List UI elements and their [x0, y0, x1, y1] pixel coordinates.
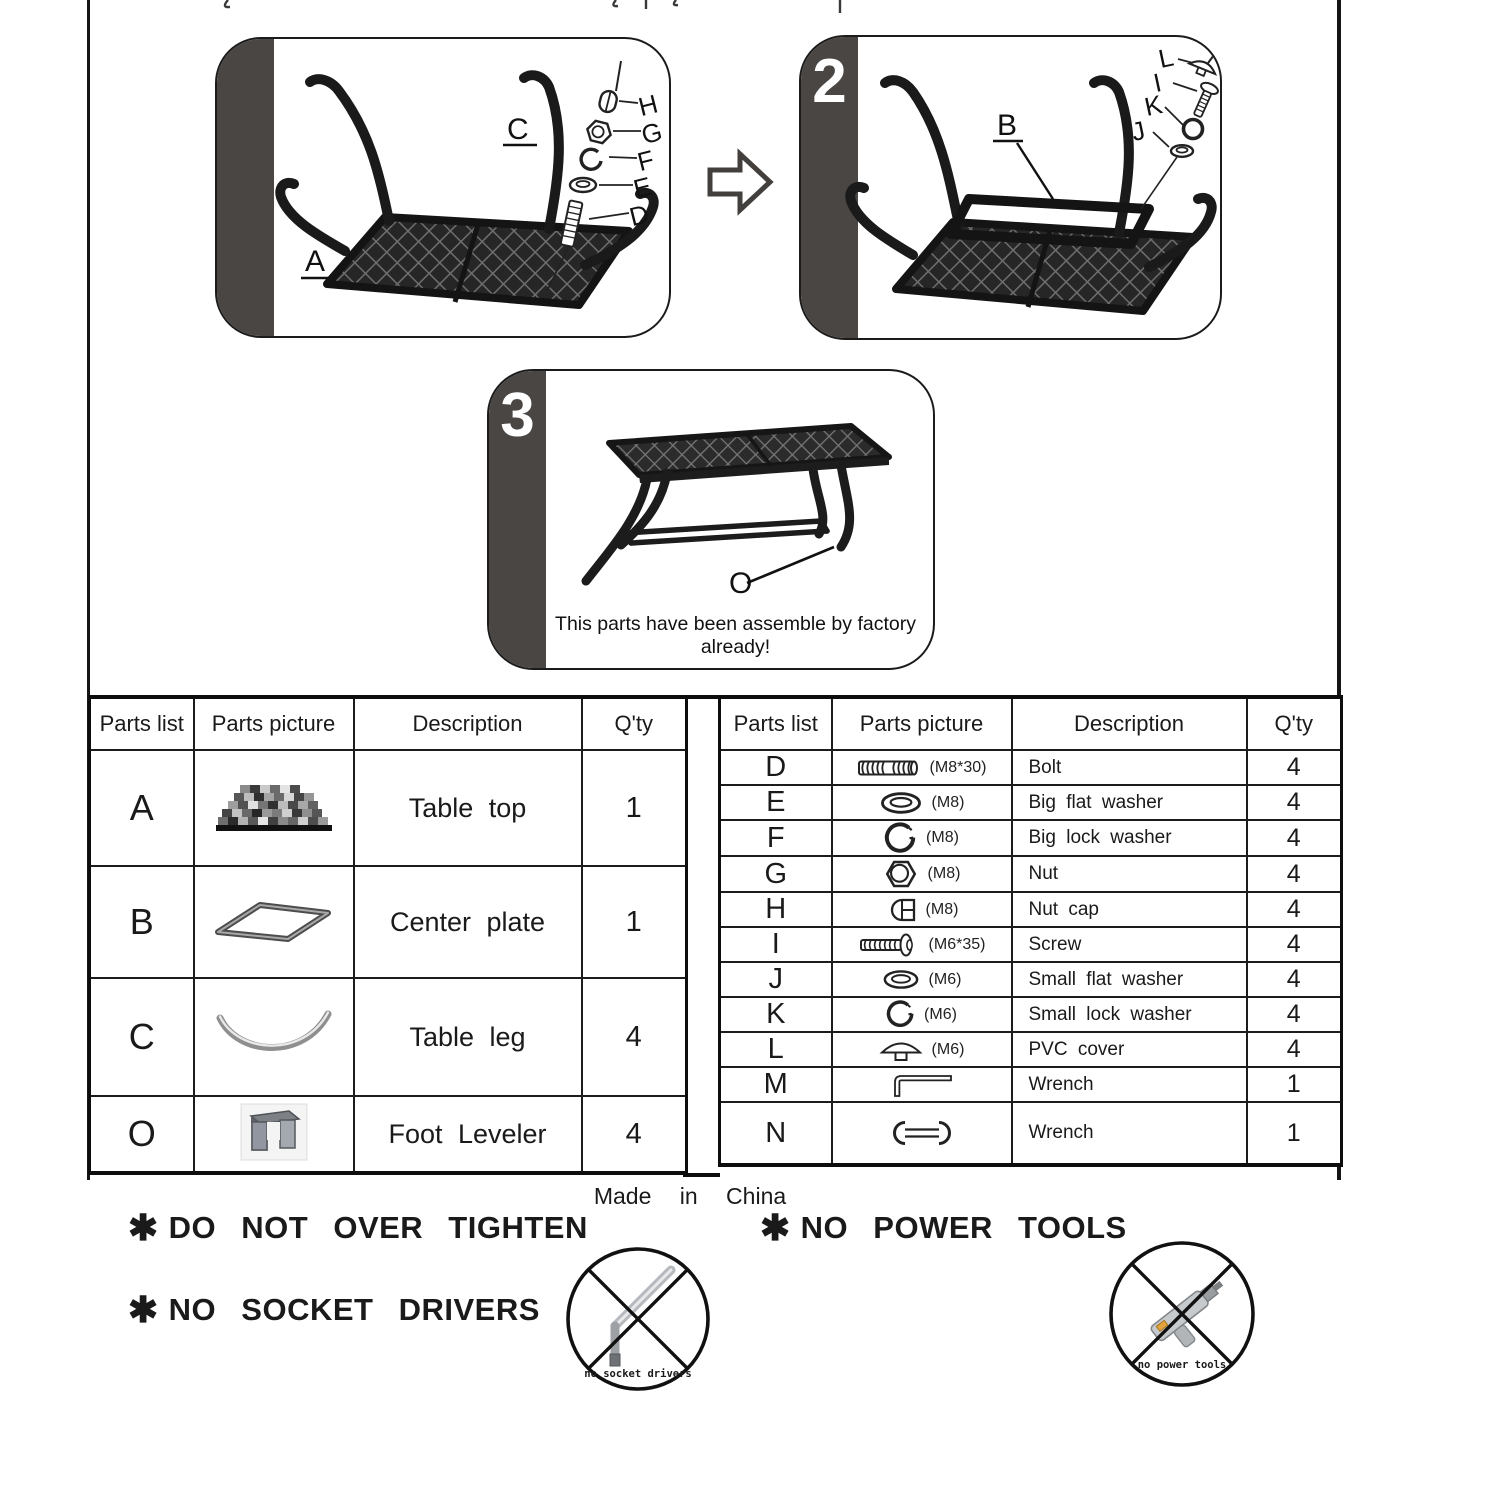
- table-top-border-bridge: [683, 695, 720, 699]
- warning-text: NO POWER TOOLS: [800, 1210, 1127, 1245]
- power-drill-drawing: [1150, 1276, 1240, 1358]
- part-size: (M8*30): [929, 758, 987, 776]
- part-size: (M6*35): [928, 935, 986, 953]
- part-letter: D: [720, 750, 832, 785]
- nut-icon: [883, 859, 919, 889]
- part-description: Big lock washer: [1012, 820, 1247, 856]
- asterisk-icon: ✱: [128, 1289, 159, 1330]
- big-flat-washer-icon: [879, 791, 923, 815]
- table-leg-photo: [204, 1004, 344, 1066]
- warning-no-power-tools: [760, 1207, 1127, 1249]
- col-header: Parts list: [90, 697, 194, 750]
- part-description: Small flat washer: [1012, 962, 1247, 997]
- part-letter: F: [720, 820, 832, 856]
- table-bottom-border-bridge: [683, 1173, 720, 1177]
- part-description: Big flat washer: [1012, 785, 1247, 820]
- part-letter: B: [90, 866, 194, 978]
- part-size: (M6): [924, 1005, 957, 1023]
- foot-leveler-picture: [194, 1096, 354, 1173]
- table-row: [720, 997, 1342, 1032]
- no-socket-caption: no socket drivers: [584, 1368, 692, 1380]
- table-row: [720, 820, 1342, 856]
- part-size: (M8): [926, 829, 959, 846]
- hardware-labels: [1129, 42, 1197, 147]
- part-qty: 4: [1247, 997, 1342, 1032]
- part-size: (M8): [925, 900, 959, 918]
- part-description: Small lock washer: [1012, 997, 1247, 1032]
- table-row: [720, 856, 1342, 892]
- label-o: O: [729, 567, 753, 600]
- part-size: (M8): [927, 865, 961, 882]
- table-row: [90, 1096, 687, 1173]
- label-g: G: [638, 116, 666, 151]
- warning-text: DO NOT OVER TIGHTEN: [168, 1210, 588, 1245]
- label-h: H: [635, 88, 661, 123]
- arrow-icon: [704, 146, 776, 218]
- part-qty: 4: [1247, 785, 1342, 820]
- part-letter: L: [720, 1032, 832, 1067]
- table-row: [720, 892, 1342, 927]
- part-letter: G: [720, 856, 832, 892]
- part-qty: 4: [582, 978, 687, 1096]
- table-row: [720, 1032, 1342, 1067]
- step3-caption: This parts have been assemble by factory already!: [555, 613, 916, 658]
- part-letter: E: [720, 785, 832, 820]
- part-qty: 4: [1247, 962, 1342, 997]
- part-size: (M6): [928, 970, 962, 988]
- no-power-tools-icon: [1106, 1238, 1258, 1390]
- table-row: [720, 927, 1342, 962]
- step1-illustration: [217, 39, 669, 336]
- part-letter: C: [90, 978, 194, 1096]
- pvc-cover-icon: [879, 1038, 923, 1062]
- col-header: Q'ty: [1247, 697, 1342, 750]
- part-letter: J: [720, 962, 832, 997]
- table-row: [720, 1067, 1342, 1102]
- parts-table-left: [88, 695, 688, 1175]
- table-top-photo: [208, 775, 340, 837]
- parts-table-right: [718, 695, 1343, 1167]
- part-letter: N: [720, 1102, 832, 1165]
- allen-wrench-icon: [887, 1072, 957, 1098]
- warning-text: NO SOCKET DRIVERS: [168, 1292, 540, 1327]
- bolt-icon: [857, 757, 921, 779]
- no-socket-drivers-icon: [563, 1244, 713, 1394]
- col-header: Q'ty: [582, 697, 687, 750]
- part-description: Nut: [1012, 856, 1247, 892]
- label-k: K: [1141, 88, 1166, 122]
- asterisk-icon: ✱: [760, 1207, 791, 1248]
- table-row: [720, 1102, 1342, 1165]
- made-in-china: Made in China: [593, 1183, 787, 1209]
- step1-panel: [215, 37, 671, 338]
- part-qty: 4: [1247, 1032, 1342, 1067]
- part-description: Table top: [354, 750, 582, 866]
- step2-illustration: [801, 37, 1220, 338]
- part-letter: K: [720, 997, 832, 1032]
- part-size: (M6): [931, 1040, 965, 1058]
- part-qty: 4: [1247, 856, 1342, 892]
- part-description: Center plate: [354, 866, 582, 978]
- part-qty: 1: [582, 750, 687, 866]
- part-description: Wrench: [1012, 1102, 1247, 1165]
- part-description: Screw: [1012, 927, 1247, 962]
- label-i: I: [1150, 67, 1165, 98]
- table-leg-picture: [194, 978, 354, 1096]
- part-description: Foot Leveler: [354, 1096, 582, 1173]
- clipped-text-fragments: [0, 0, 1500, 18]
- center-plate-picture: [194, 866, 354, 978]
- col-header: Description: [1012, 697, 1247, 750]
- warning-no-socket-drivers: [128, 1289, 540, 1331]
- table-top-picture: [194, 750, 354, 866]
- part-description: Table leg: [354, 978, 582, 1096]
- screw-icon: [858, 933, 920, 957]
- foot-leveler-photo: [238, 1100, 310, 1164]
- label-e: E: [630, 170, 655, 205]
- table-row: [720, 785, 1342, 820]
- step3-number: 3: [500, 381, 535, 450]
- label-l: L: [1155, 41, 1177, 74]
- step2-panel: [799, 35, 1222, 340]
- col-header: Parts list: [720, 697, 832, 750]
- part-qty: 4: [1247, 892, 1342, 927]
- label-j: J: [1128, 114, 1148, 147]
- part-size: (M8): [931, 793, 965, 811]
- center-plate-photo: [206, 894, 342, 946]
- part-letter: H: [720, 892, 832, 927]
- table-row: [720, 962, 1342, 997]
- part-qty: 1: [582, 866, 687, 978]
- col-header: Parts picture: [832, 697, 1012, 750]
- table-row: [720, 750, 1342, 785]
- label-f: F: [634, 144, 657, 178]
- part-description: Wrench: [1012, 1067, 1247, 1102]
- part-qty: 4: [582, 1096, 687, 1173]
- part-description: PVC cover: [1012, 1032, 1247, 1067]
- no-power-caption: no power tools: [1137, 1359, 1227, 1371]
- step3-panel: [487, 369, 935, 670]
- part-description: Nut cap: [1012, 892, 1247, 927]
- asterisk-icon: ✱: [128, 1207, 159, 1248]
- label-d: D: [626, 198, 652, 233]
- part-qty: 4: [1247, 750, 1342, 785]
- part-qty: 1: [1247, 1102, 1342, 1165]
- col-header: Parts picture: [194, 697, 354, 750]
- part-description: Bolt: [1012, 750, 1247, 785]
- label-a: A: [305, 245, 326, 278]
- table-row: [90, 750, 687, 866]
- table-row: [90, 978, 687, 1096]
- open-wrench-icon: [885, 1118, 959, 1148]
- small-lock-washer-icon: [886, 1000, 915, 1029]
- big-lock-washer-icon: [884, 822, 917, 855]
- part-qty: 1: [1247, 1067, 1342, 1102]
- col-header: Description: [354, 697, 582, 750]
- part-qty: 4: [1247, 927, 1342, 962]
- nut-cap-icon: [885, 898, 917, 922]
- part-letter: O: [90, 1096, 194, 1173]
- part-letter: I: [720, 927, 832, 962]
- part-qty: 4: [1247, 820, 1342, 856]
- part-letter: M: [720, 1067, 832, 1102]
- part-letter: A: [90, 750, 194, 866]
- step2-number: 2: [812, 47, 847, 116]
- label-b: B: [997, 109, 1018, 142]
- warning-do-not-over-tighten: [128, 1207, 588, 1249]
- table-row: [90, 866, 687, 978]
- small-flat-washer-icon: [882, 969, 920, 990]
- label-c: C: [507, 113, 529, 146]
